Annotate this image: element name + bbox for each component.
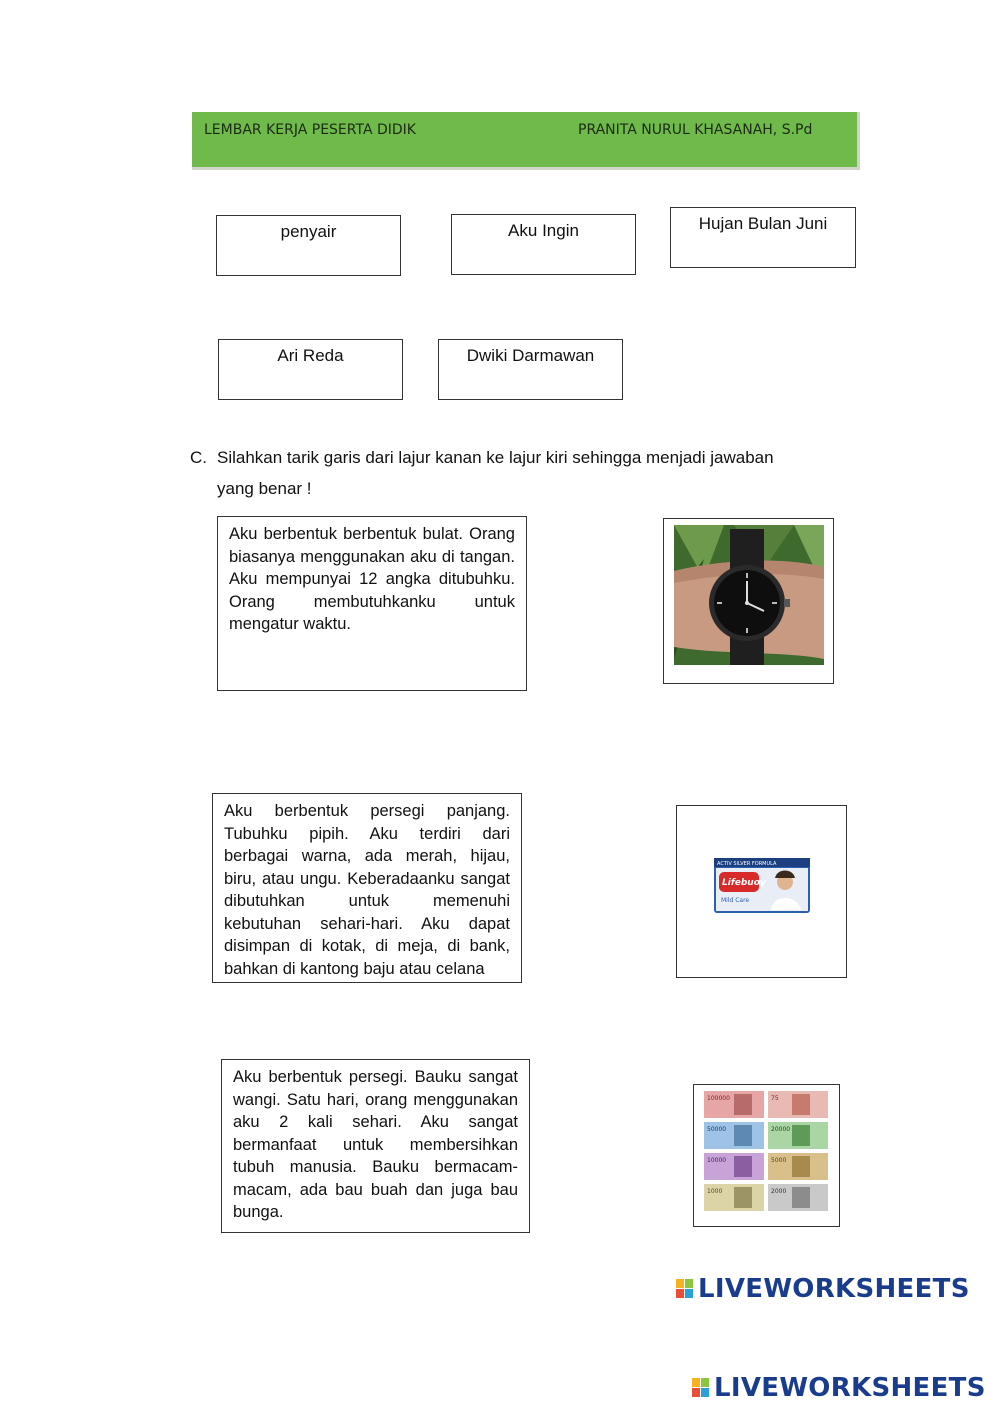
word-box-dwiki-darmawan[interactable]: Dwiki Darmawan — [438, 339, 623, 400]
banknote-50000 — [704, 1122, 764, 1149]
riddle-text-1: Aku berbentuk berbentuk bulat. Orang biasanya menggunakan aku di tangan. Aku mempunyai 12 angka ditubuhku. Orang membutuhkanku untuk mengatur waktu. — [229, 525, 515, 633]
banknote-label-50000: 50000 — [707, 1126, 727, 1133]
riddle-box-1[interactable] — [217, 516, 527, 691]
instruction-c — [190, 442, 830, 504]
banknote-100000 — [704, 1091, 764, 1118]
header-left-title: LEMBAR KERJA PESERTA DIDIK — [204, 122, 416, 138]
banknote-75 — [768, 1091, 828, 1118]
watermark-text-2: LIVEWORKSHEETS — [714, 1373, 986, 1403]
word-box-hujan-bulan-juni[interactable]: Hujan Bulan Juni — [670, 207, 856, 268]
instruction-line-2: yang benar ! — [217, 479, 312, 498]
word-box-aku-ingin[interactable]: Aku Ingin — [451, 214, 636, 275]
banknote-5000 — [768, 1153, 828, 1180]
banknote-10000 — [704, 1153, 764, 1180]
liveworksheets-logo-icon — [676, 1279, 694, 1299]
riddle-box-2[interactable] — [212, 793, 522, 983]
instruction-line-1: Silahkan tarik garis dari lajur kanan ke lajur kiri sehingga menjadi jawaban — [217, 448, 774, 467]
header-right-title: PRANITA NURUL KHASANAH, S.Pd — [578, 122, 813, 138]
banknotes-image — [694, 1085, 840, 1227]
banknote-label-20000: 20000 — [771, 1126, 791, 1133]
banknote-label-1000: 1000 — [707, 1188, 723, 1195]
liveworksheets-logo-icon — [692, 1378, 710, 1398]
instruction-letter: C. — [190, 448, 207, 467]
banknote-label-75: 75 — [771, 1095, 779, 1102]
liveworksheets-watermark-2 — [692, 1373, 986, 1403]
riddle-text-2: Aku berbentuk persegi panjang. Tubuhku pipih. Aku terdiri dari berbagai warna, ada merah, hijau, biru, atau ungu. Keberadaanku sangat dibutuhkan untuk memenuhi kebutuhan sehari-hari. Aku dapat disimpan di kotak, di meja, di bank, bahkan di kantong baju atau celana — [224, 802, 510, 978]
soap-sub-text: Mild Care — [721, 897, 750, 904]
watermark-text-1: LIVEWORKSHEETS — [698, 1274, 970, 1304]
word-box-penyair[interactable]: penyair — [216, 215, 401, 276]
soap-bar-image — [677, 806, 847, 978]
banknote-label-10000: 10000 — [707, 1157, 727, 1164]
picture-box-banknotes[interactable] — [693, 1084, 840, 1227]
banknote-label-2000: 2000 — [771, 1188, 787, 1195]
banknote-2000 — [768, 1184, 828, 1211]
picture-box-watch[interactable] — [663, 518, 834, 684]
worksheet-header — [192, 112, 860, 170]
banknote-1000 — [704, 1184, 764, 1211]
banknote-label-5000: 5000 — [771, 1157, 787, 1164]
banknote-label-100000: 100000 — [707, 1095, 730, 1102]
soap-brand-text: Lifebuoy — [722, 878, 766, 888]
banknote-20000 — [768, 1122, 828, 1149]
riddle-box-3[interactable] — [221, 1059, 530, 1233]
picture-box-soap[interactable] — [676, 805, 847, 978]
riddle-text-3: Aku berbentuk persegi. Bauku sangat wangi. Satu hari, orang menggunakan aku 2 kali sehari. Aku sangat bermanfaat untuk membersihkan tubuh manusia. Bauku bermacam-macam, ada bau buah dan juga bau bunga. — [233, 1068, 518, 1221]
soap-top-text: ACTIV SILVER FORMULA — [717, 861, 777, 867]
word-box-ari-reda[interactable]: Ari Reda — [218, 339, 403, 400]
wristwatch-image — [664, 519, 834, 684]
liveworksheets-watermark-1 — [676, 1274, 970, 1304]
